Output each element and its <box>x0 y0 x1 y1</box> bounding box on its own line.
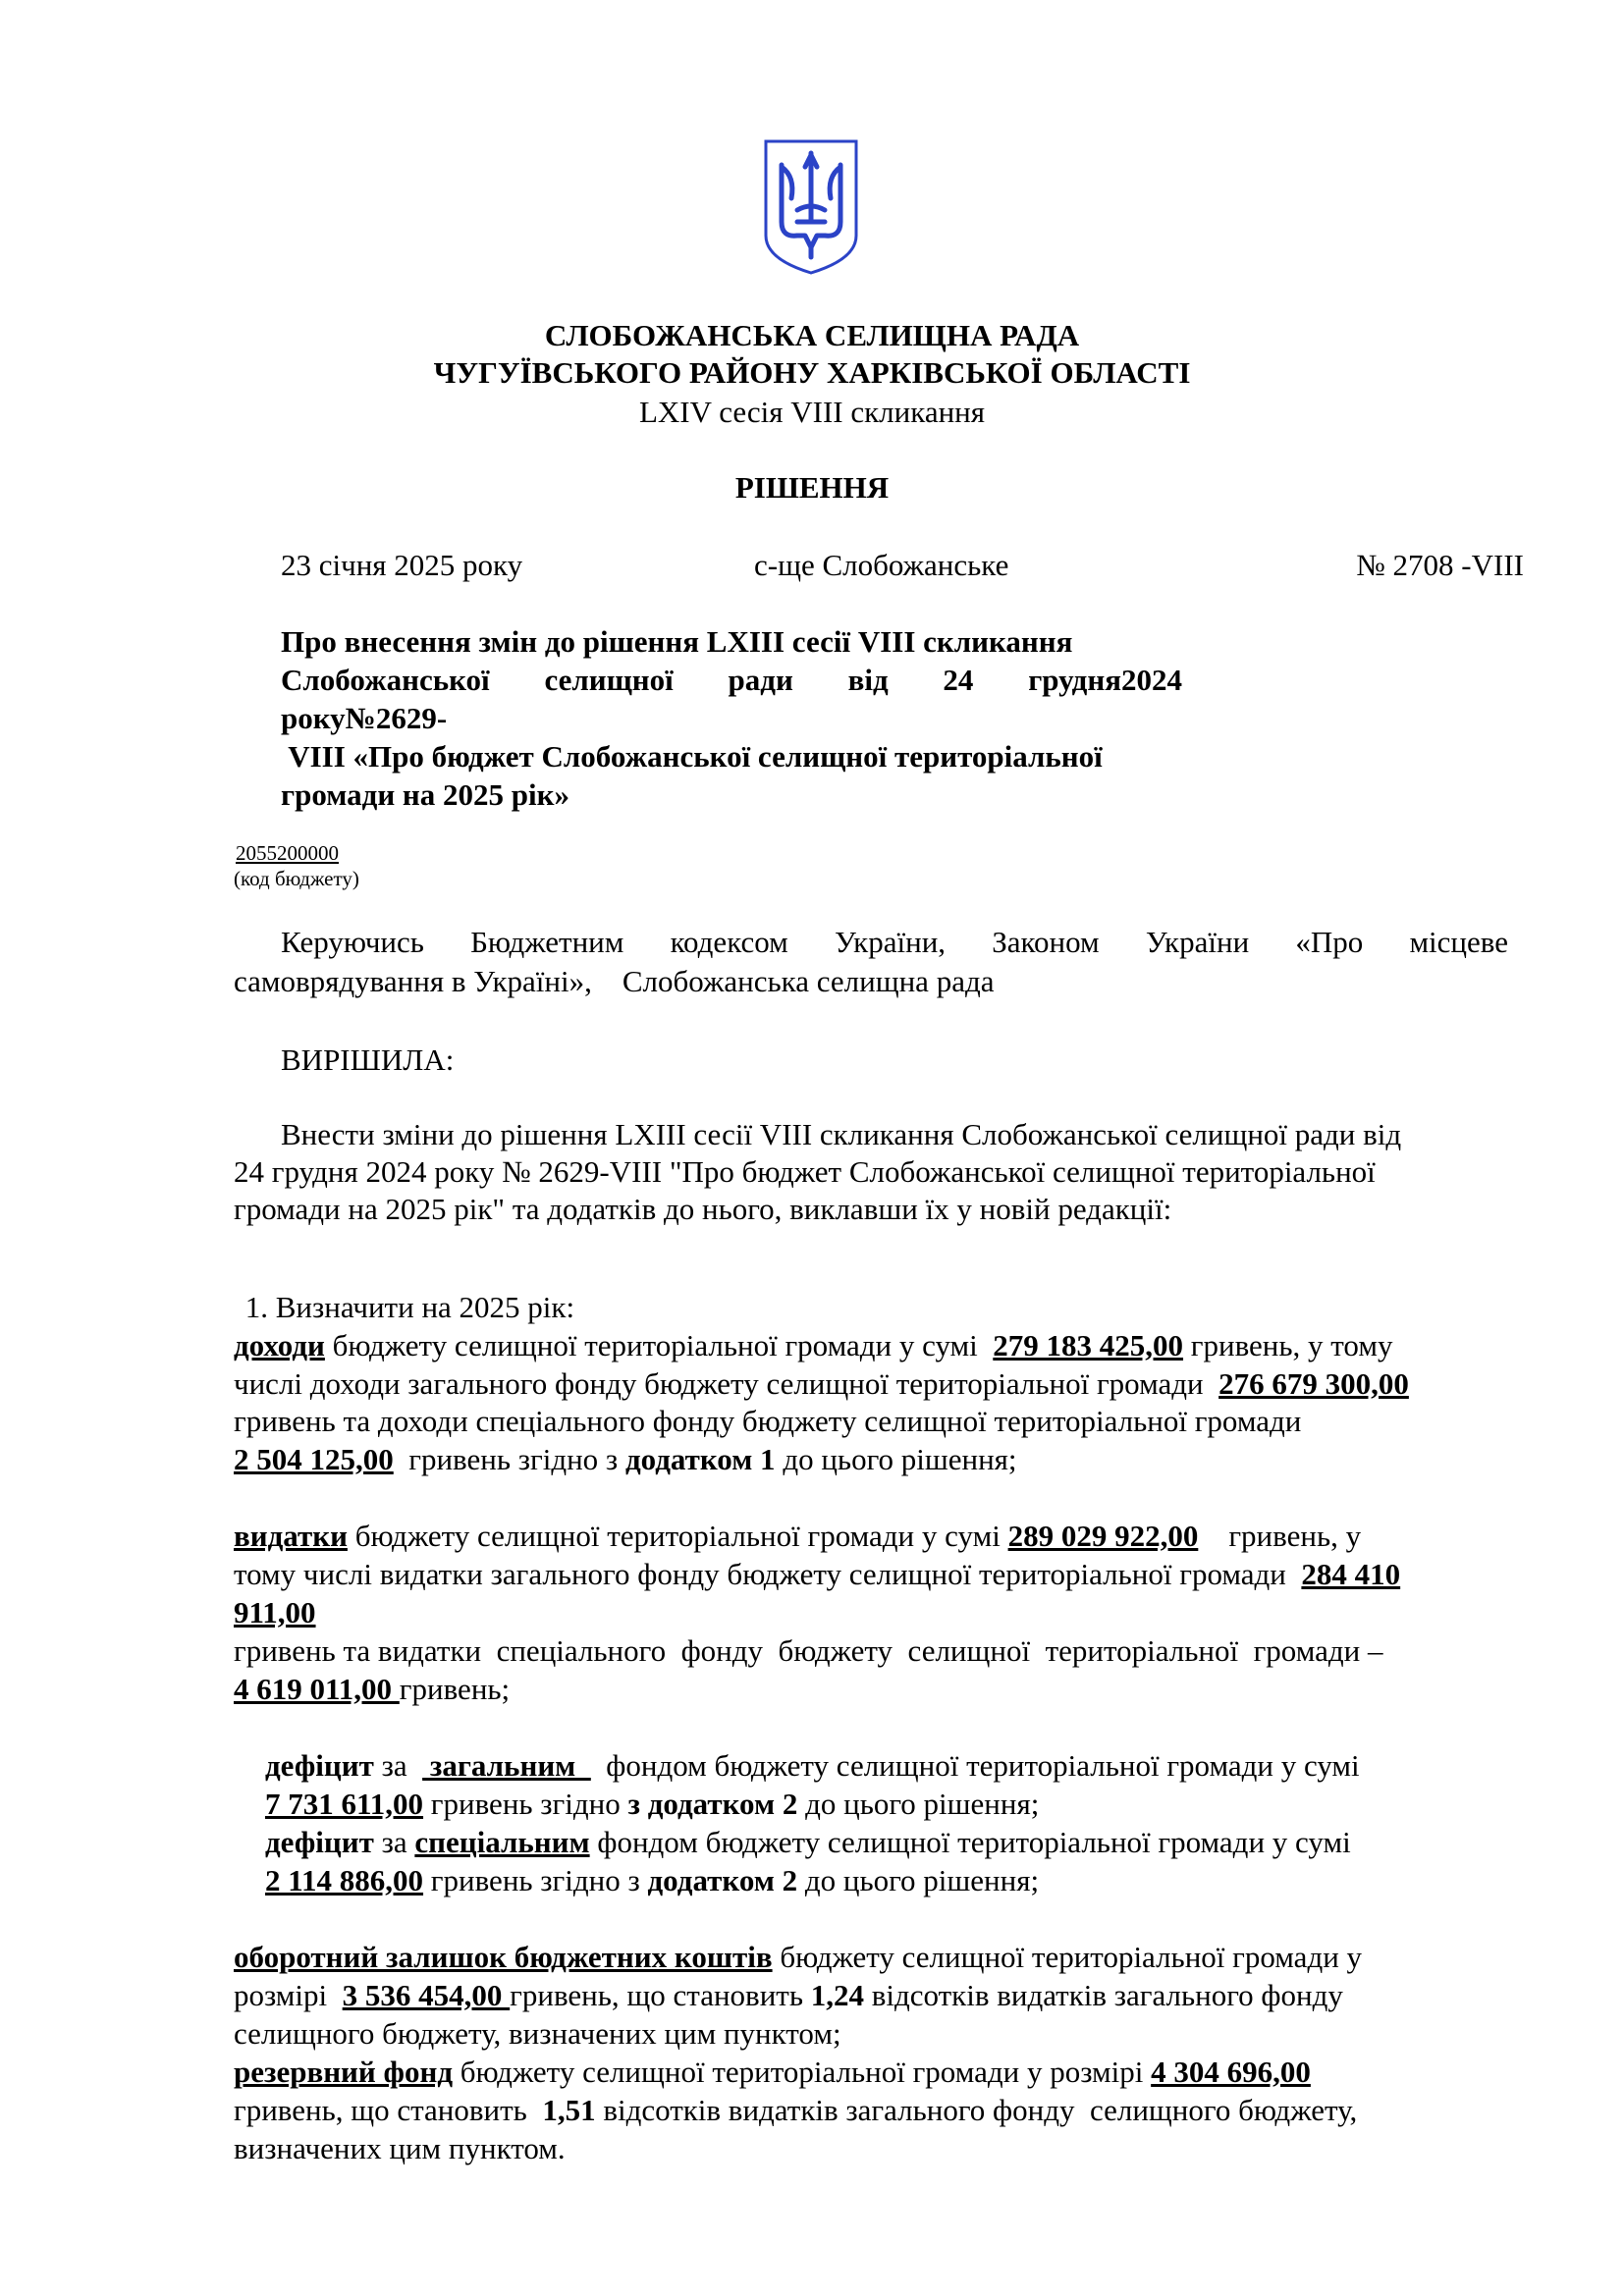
session-label: LXIV сесія VIII скликання <box>638 395 986 429</box>
expenses-term: видатки <box>234 1519 348 1553</box>
deficit-general-line-1 <box>265 1746 1360 1785</box>
working-balance-line-1 <box>234 1938 1362 1976</box>
income-annex: додатком 1 <box>624 1442 776 1476</box>
working-balance-text-3: гривень, що становить <box>510 1978 811 2012</box>
working-balance-text-1: бюджету селищної територіальної громади у <box>772 1940 1363 1974</box>
expenses-special: 4 619 011,00 <box>234 1672 400 1706</box>
ukraine-trident-emblem <box>762 137 860 277</box>
income-line-3: гривень та доходи спеціального фонду бюджету селищної територіальної громади <box>234 1404 1302 1438</box>
income-general: 276 679 300,00 <box>1218 1366 1409 1401</box>
decision-place: с-ще Слобожанське <box>754 548 1009 582</box>
expenses-line-4: гривень та видатки спеціального фонду бюджету селищної територіальної громади – <box>234 1633 1383 1668</box>
working-balance-term: оборотний залишок бюджетних коштів <box>234 1940 773 1974</box>
reserve-fund-text-1: бюджету селищної територіальної громади у розмірі <box>453 2055 1152 2089</box>
item-1-heading: 1. Визначити на 2025 рік: <box>238 1290 575 1324</box>
subject-line-4: VIII «Про бюджет Слобожанської селищної територіальної <box>281 739 1103 774</box>
expenses-general-b: 911,00 <box>234 1595 316 1629</box>
subject-line-2: Слобожанської селищної ради від 24 грудня2024 <box>281 663 1182 697</box>
expenses-total: 289 029 922,00 <box>1007 1519 1199 1553</box>
document-type: РІШЕННЯ <box>734 470 890 505</box>
preamble-line-1: Керуючись Бюджетним кодексом України, Законом України «Про місцеве <box>281 925 1508 959</box>
reserve-fund-line-3: визначених цим пунктом. <box>234 2131 566 2165</box>
decision-number: № 2708 -VIII <box>1356 548 1524 582</box>
working-balance-line-3: селищного бюджету, визначених цим пунктом; <box>234 2016 841 2051</box>
deficit-special-text-2: фондом бюджету селищної територіальної громади у сумі <box>589 1825 1351 1859</box>
deficit-special-annex: додатком 2 <box>647 1863 798 1897</box>
deficit-special-text-3: гривень згідно з <box>423 1863 648 1897</box>
resolved-label: ВИРІШИЛА: <box>281 1042 455 1077</box>
income-term: доходи <box>234 1328 325 1362</box>
council-name: СЛОБОЖАНСЬКА СЕЛИЩНА РАДА <box>544 318 1080 352</box>
intro-line-2: 24 грудня 2024 року № 2629-VIII "Про бюджет Слобожанської селищної територіальної <box>234 1154 1376 1189</box>
subject-line-5: громади на 2025 рік» <box>281 777 570 812</box>
working-balance-text-4: відсотків видатків загального фонду <box>863 1978 1343 2012</box>
expenses-text-3: тому числі видатки загального фонду бюджету селищної територіальної громади <box>234 1557 1302 1591</box>
preamble-line-2: самоврядування в Україні», Слобожанська селищна рада <box>234 964 995 998</box>
working-balance-line-2 <box>234 1976 1343 2014</box>
reserve-fund-text-2: гривень, що становить <box>234 2093 543 2127</box>
council-region: ЧУГУЇВСЬКОГО РАЙОНУ ХАРКІВСЬКОЇ ОБЛАСТІ <box>433 355 1191 390</box>
budget-code-label: (код бюджету) <box>234 867 359 890</box>
reserve-fund-text-3: відсотків видатків загального фонду селищного бюджету, <box>595 2093 1358 2127</box>
deficit-general-text-3: гривень згідно <box>423 1787 628 1821</box>
subject-line-1: Про внесення змін до рішення LXIII сесії VIII скликання <box>281 624 1073 659</box>
expenses-text-2: гривень, у <box>1198 1519 1362 1553</box>
deficit-general-fund: загальним <box>422 1748 591 1783</box>
income-line-1 <box>234 1326 1526 1364</box>
expenses-text-1: бюджету селищної територіальної громади у сумі <box>347 1519 1008 1553</box>
deficit-general-amount: 7 731 611,00 <box>265 1787 424 1821</box>
decision-date: 23 січня 2025 року <box>281 548 523 582</box>
deficit-general-text-1: за <box>373 1748 423 1783</box>
expenses-line-1 <box>234 1517 1361 1555</box>
income-text-6: до цього рішення; <box>775 1442 1017 1476</box>
income-text-2: гривень, у тому <box>1183 1328 1393 1362</box>
deficit-special-fund: спеціальним <box>414 1825 590 1859</box>
working-balance-text-2: розмірі <box>234 1978 343 2012</box>
working-balance-percent: 1,24 <box>810 1978 864 2012</box>
income-text-3: числі доходи загального фонду бюджету селищної територіальної громади <box>234 1366 1219 1401</box>
reserve-fund-percent: 1,51 <box>542 2093 596 2127</box>
reserve-fund-term: резервний фонд <box>234 2055 454 2089</box>
reserve-fund-line-1 <box>234 2053 1311 2091</box>
reserve-fund-amount: 4 304 696,00 <box>1151 2055 1311 2089</box>
deficit-special-line-2 <box>265 1861 1039 1899</box>
intro-line-1: Внести зміни до рішення LXIII сесії VIII скликання Слобожанської селищної ради від <box>281 1117 1402 1151</box>
expenses-general-a: 284 410 <box>1301 1557 1401 1591</box>
deficit-general-term: дефіцит <box>265 1748 374 1783</box>
income-line-2 <box>234 1364 1409 1403</box>
subject-line-3: року№2629- <box>281 701 448 735</box>
deficit-special-term: дефіцит <box>265 1825 374 1859</box>
income-line-4 <box>234 1440 1017 1478</box>
reserve-fund-line-2 <box>234 2091 1357 2129</box>
budget-code: 2055200000 <box>236 841 339 865</box>
income-text-1: бюджету селищної територіальної громади у сумі <box>324 1328 994 1362</box>
expenses-line-2 <box>234 1555 1400 1593</box>
deficit-special-amount: 2 114 886,00 <box>265 1863 424 1897</box>
income-special: 2 504 125,00 <box>234 1442 394 1476</box>
working-balance-amount: 3 536 454,00 <box>342 1978 511 2012</box>
deficit-general-text-2: фондом бюджету селищної територіальної громади у сумі <box>590 1748 1360 1783</box>
deficit-general-text-4: до цього рішення; <box>797 1787 1040 1821</box>
deficit-special-text-4: до цього рішення; <box>797 1863 1040 1897</box>
intro-line-3: громади на 2025 рік" та додатків до нього, виклавши їх у новій редакції: <box>234 1192 1172 1226</box>
deficit-special-text-1: за <box>373 1825 415 1859</box>
income-text-5: гривень згідно з <box>393 1442 625 1476</box>
expenses-text-5: гривень; <box>399 1672 511 1706</box>
income-total: 279 183 425,00 <box>993 1328 1184 1362</box>
deficit-special-line-1 <box>265 1823 1351 1861</box>
deficit-general-annex: з додатком 2 <box>627 1787 798 1821</box>
expenses-line-5 <box>234 1670 510 1708</box>
deficit-general-line-2 <box>265 1785 1039 1823</box>
